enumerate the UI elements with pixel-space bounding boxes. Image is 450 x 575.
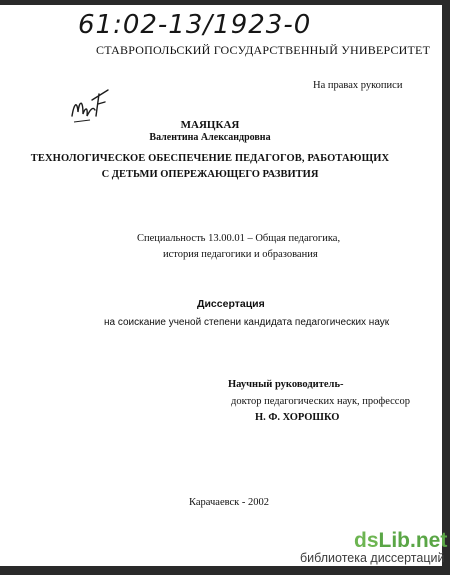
scan-border-bottom: [0, 566, 450, 575]
specialty-line-1: Специальность 13.00.01 – Общая педагогика,: [137, 233, 341, 244]
rights-note: На правах рукописи: [313, 80, 403, 91]
document-type-label: Диссертация: [197, 298, 265, 310]
author-full-name: Валентина Александровна: [149, 132, 271, 143]
degree-purpose: на соискание ученой степени кандидата педагогических наук: [104, 317, 390, 328]
dissertation-title-line-1: ТЕХНОЛОГИЧЕСКОЕ ОБЕСПЕЧЕНИЕ ПЕДАГОГОВ, РАБОТАЮЩИХ: [30, 153, 390, 164]
dslib-subtitle: библиотека диссертаций: [300, 551, 445, 565]
logo-suffix: Lib.net: [378, 529, 448, 552]
supervisor-degree: доктор педагогических наук, профессор: [231, 396, 410, 407]
supervisor-label: Научный руководитель-: [228, 379, 344, 390]
dslib-logo[interactable]: [354, 529, 447, 553]
university-name: СТАВРОПОЛЬСКИЙ ГОСУДАРСТВЕННЫЙ УНИВЕРСИТЕТ: [96, 43, 431, 57]
logo-prefix: ds: [354, 529, 379, 552]
specialty-line-2: история педагогики и образования: [163, 249, 318, 260]
handwritten-archive-code: 61:02-13/1923-0: [78, 10, 312, 40]
scan-border-right: [442, 0, 450, 575]
author-surname: МАЯЦКАЯ: [180, 119, 240, 131]
supervisor-name: Н. Ф. ХОРОШКО: [255, 412, 340, 423]
scan-border-top: [0, 0, 450, 5]
city-year: Карачаевск - 2002: [189, 497, 270, 508]
dissertation-title-line-2: С ДЕТЬМИ ОПЕРЕЖАЮЩЕГО РАЗВИТИЯ: [101, 169, 319, 180]
